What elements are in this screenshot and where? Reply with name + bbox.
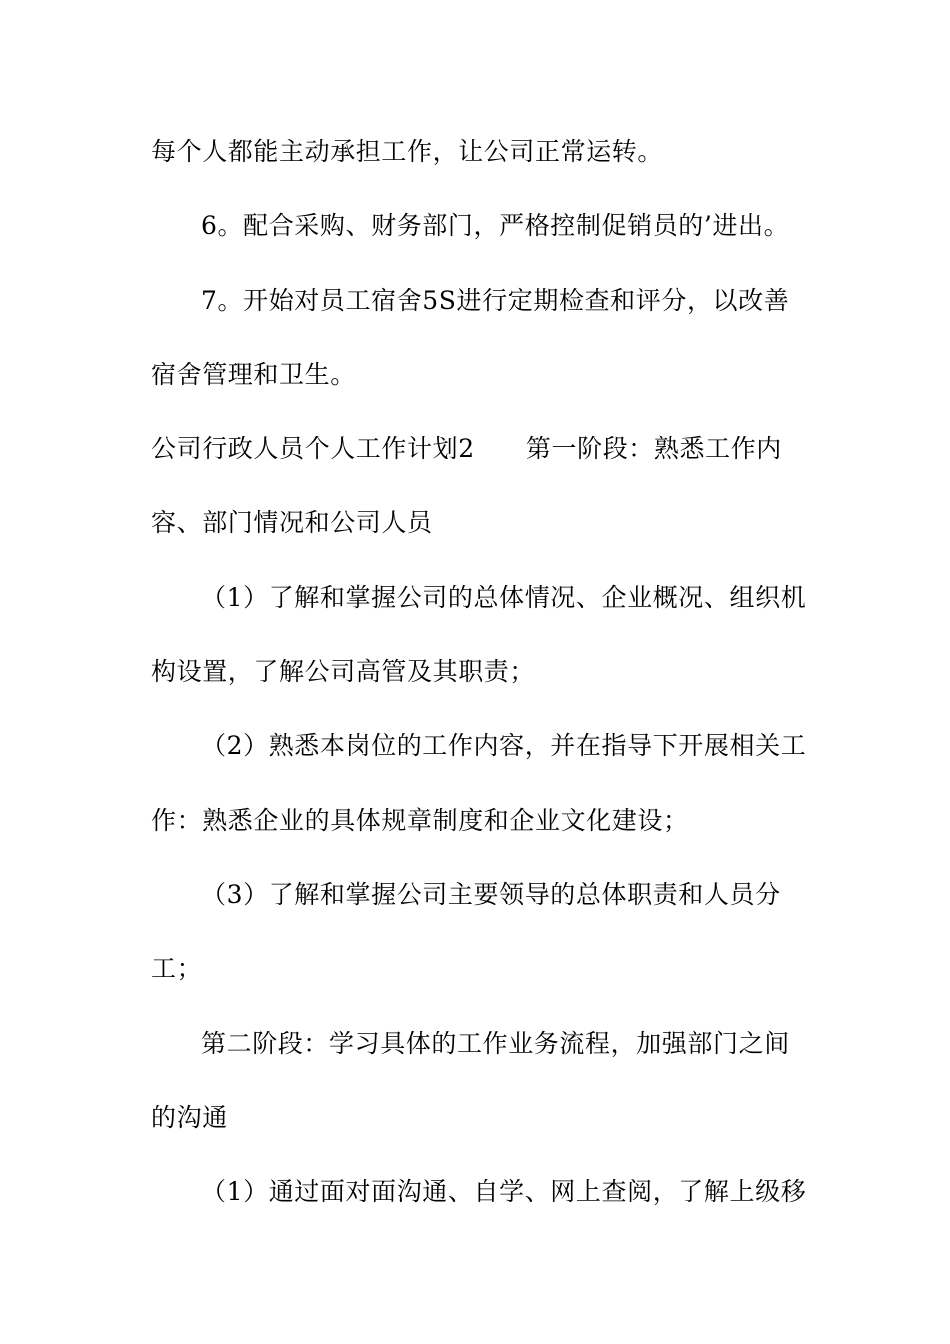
text-line: （2）熟悉本岗位的工作内容，并在指导下开展相关工 [201, 731, 807, 760]
text-line: 的沟通 [151, 1103, 228, 1132]
text-line: 第二阶段：学习具体的工作业务流程，加强部门之间 [201, 1029, 790, 1058]
text-line: （1）通过面对面沟通、自学、网上查阅，了解上级移 [201, 1177, 807, 1206]
section-heading-line: 公司行政人员个人工作计划2 第一阶段：熟悉工作内 [151, 434, 782, 463]
text-line: 构设置，了解公司高管及其职责； [151, 657, 536, 686]
text-line: （3）了解和掌握公司主要领导的总体职责和人员分 [201, 880, 781, 909]
text-line: 作：熟悉企业的具体规章制度和企业文化建设； [151, 806, 689, 835]
text-line: 容、部门情况和公司人员 [151, 508, 433, 537]
text-line: 每个人都能主动承担工作，让公司正常运转。 [151, 137, 664, 166]
text-line: 宿舍管理和卫生。 [151, 360, 356, 389]
text-line: 6。配合采购、财务部门，严格控制促销员的’进出。 [201, 211, 790, 240]
text-line: 7。开始对员工宿舍5S进行定期检查和评分，以改善 [201, 286, 790, 315]
text-line: 工； [151, 954, 203, 983]
text-line: （1）了解和掌握公司的总体情况、企业概况、组织机 [201, 583, 807, 612]
